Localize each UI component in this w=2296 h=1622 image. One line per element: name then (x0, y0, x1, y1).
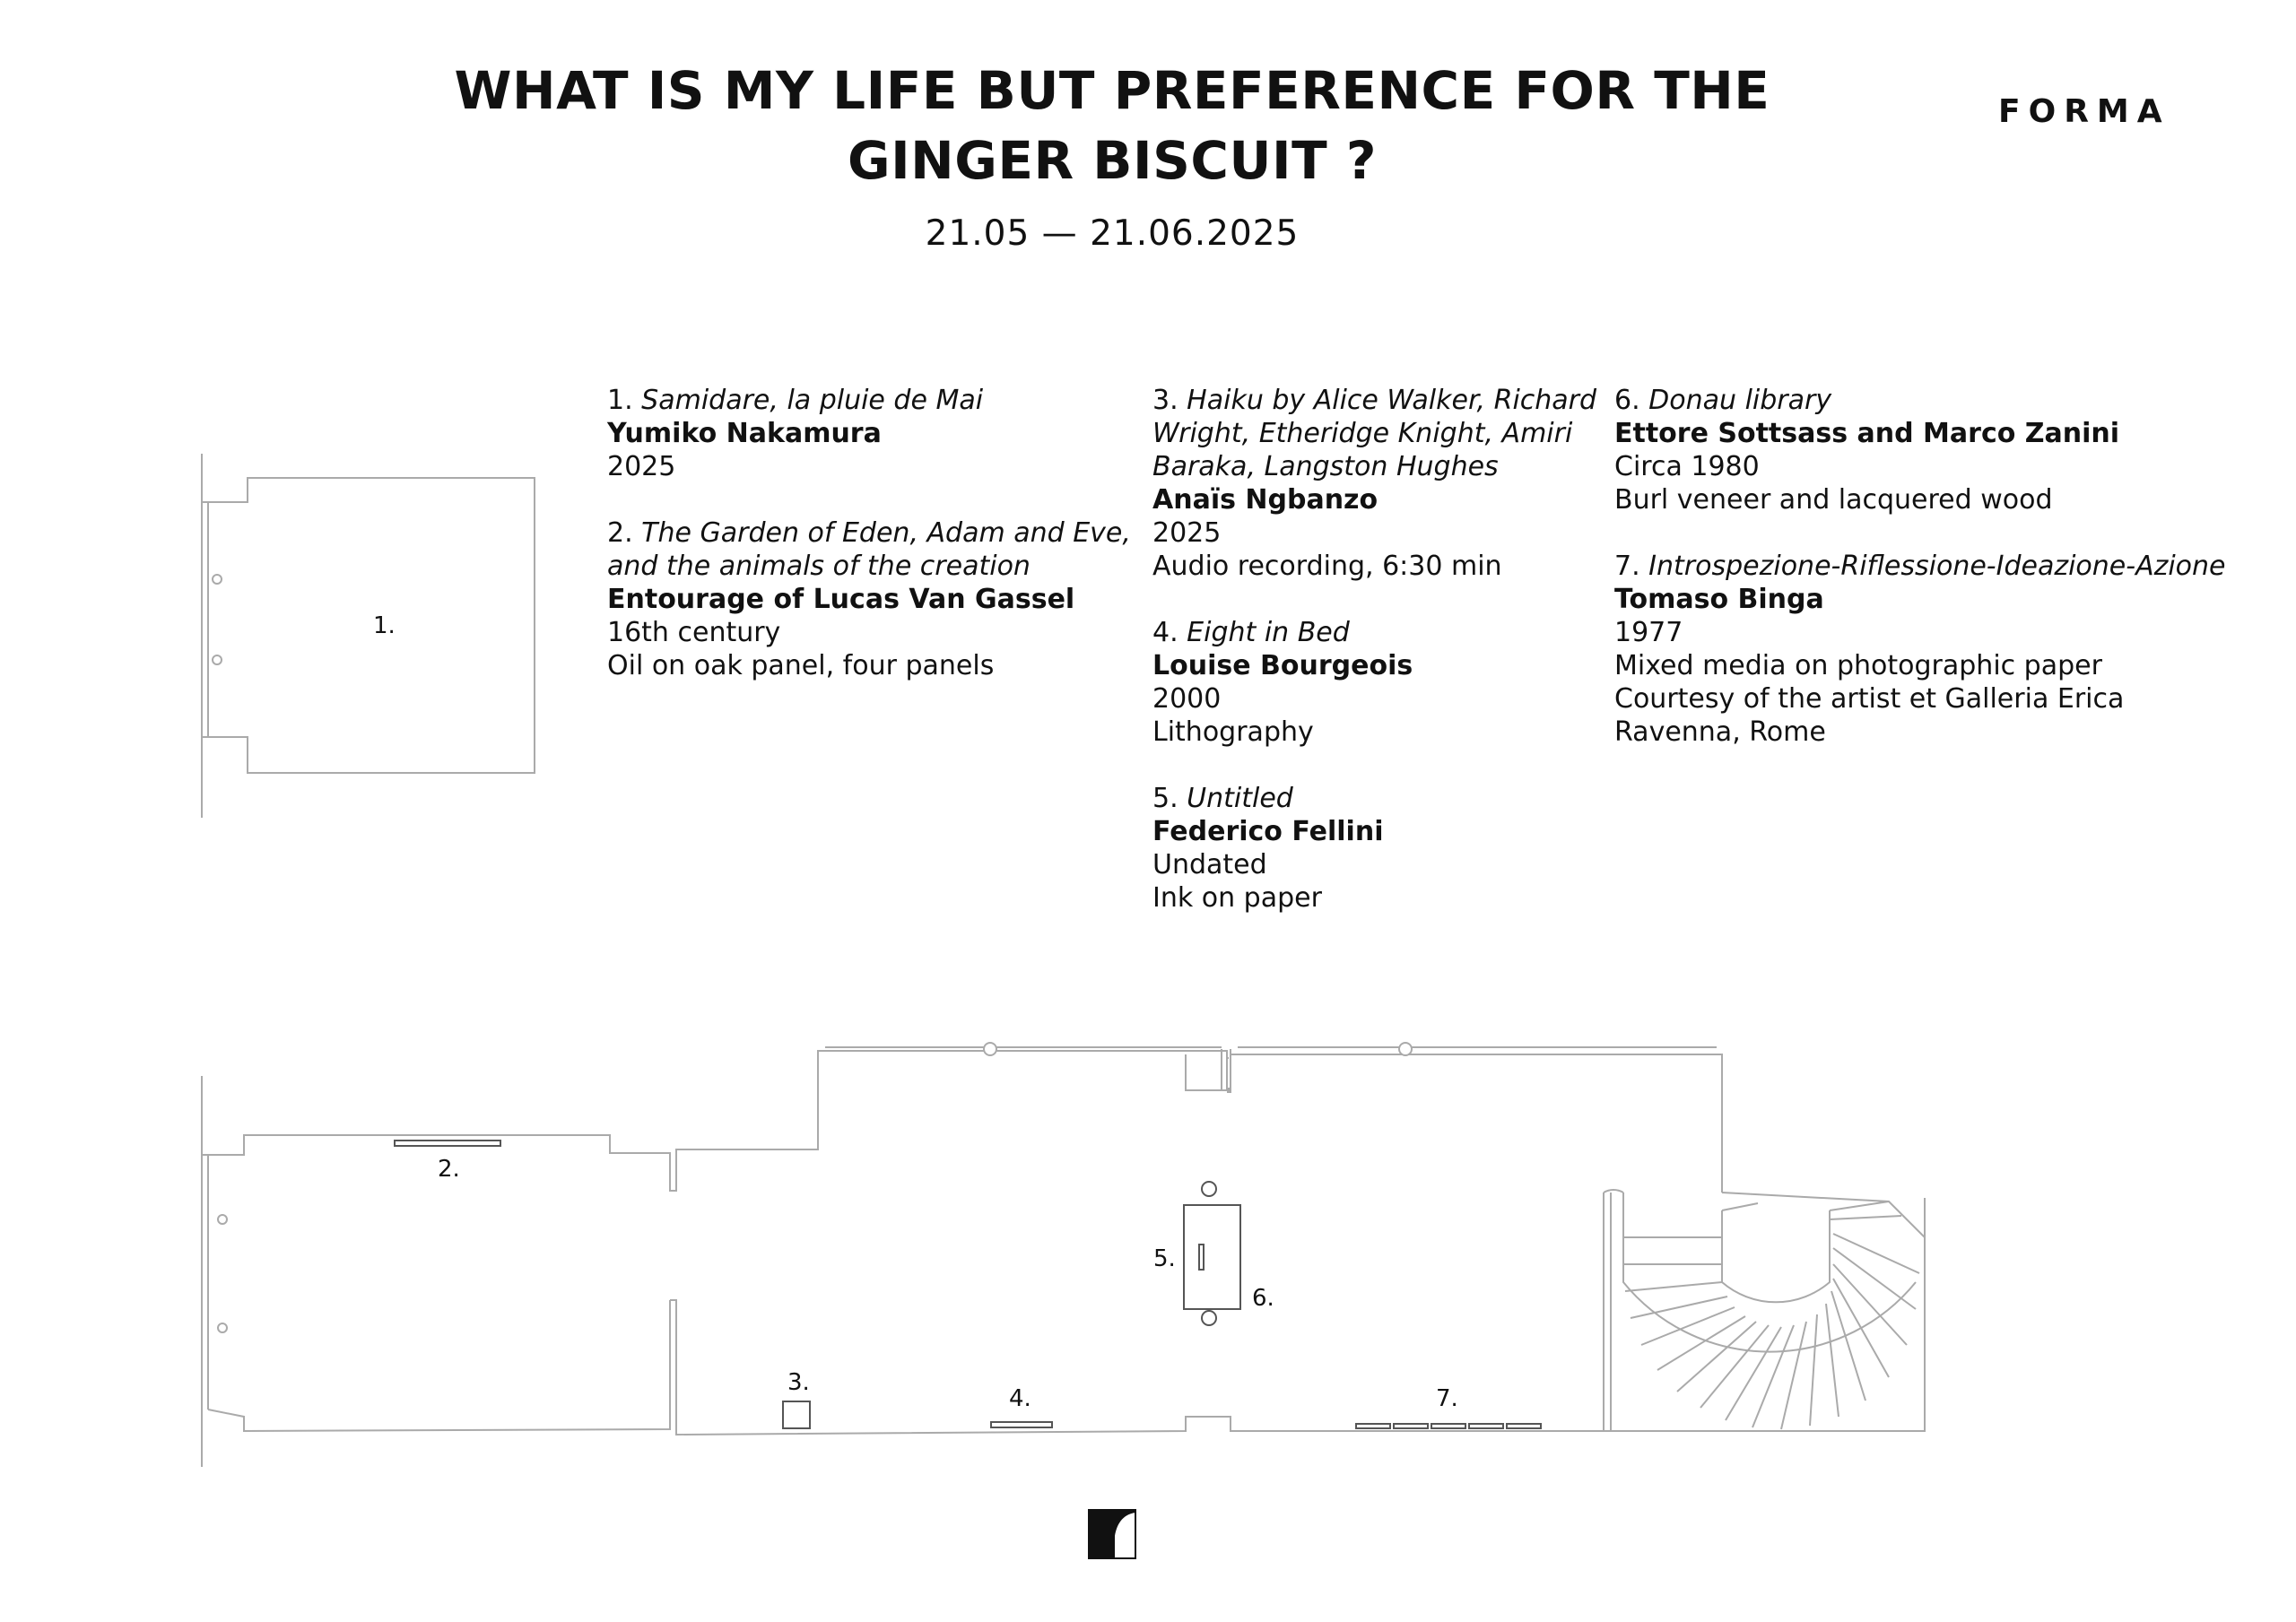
work-title: Introspezione-Riflessione-Ideazione-Azione (1648, 551, 2226, 582)
work-detail: Mixed media on photographic paper (1614, 650, 2102, 681)
work-detail: 2025 (1152, 517, 1222, 549)
work-detail: Undated (1152, 849, 1267, 880)
main-room-plan (202, 1049, 1231, 1467)
work-number: 4. (1152, 617, 1178, 648)
plan-label-1: 1. (373, 612, 396, 639)
work-detail: 16th century (607, 617, 781, 648)
work-number: 6. (1614, 385, 1640, 416)
work-title: Samidare, la pluie de Mai (641, 385, 984, 416)
title-line-2: GINGER BISCUIT ? (847, 130, 1377, 191)
small-room-plan (202, 454, 535, 818)
brand-wordmark: FORMA (1998, 93, 2170, 130)
work-number: 1. (607, 385, 633, 416)
work-title: Donau library (1648, 385, 1832, 416)
title-line-1: WHAT IS MY LIFE BUT PREFERENCE FOR THE (454, 60, 1770, 121)
spiral-staircase (1604, 1190, 1925, 1431)
work-detail: Courtesy of the artist et Galleria Erica (1614, 683, 2125, 715)
work-detail: Burl veneer and lacquered wood (1614, 484, 2053, 516)
work-number: 3. (1152, 385, 1178, 416)
work-title: Untitled (1187, 783, 1293, 814)
exhibition-dates: 21.05 — 21.06.2025 (925, 213, 1300, 254)
main-room-walls (208, 1043, 1925, 1435)
work-detail: 1977 (1614, 617, 1683, 648)
work-detail: 2025 (607, 451, 676, 482)
work-artist: Anaïs Ngbanzo (1152, 484, 1378, 516)
plan-label-3: 3. (787, 1369, 810, 1396)
plan-label-4: 4. (1009, 1385, 1031, 1412)
work-artist: Entourage of Lucas Van Gassel (607, 584, 1075, 615)
work-artist: Tomaso Binga (1614, 584, 1824, 615)
work-detail: Circa 1980 (1614, 451, 1760, 482)
work-detail: Lithography (1152, 716, 1314, 748)
plan-label-6: 6. (1252, 1285, 1274, 1312)
work-title: Haiku by Alice Walker, Richard (1187, 385, 1597, 416)
work-title-continued: and the animals of the creation (607, 551, 1031, 582)
work-artist: Louise Bourgeois (1152, 650, 1413, 681)
forma-logo-icon (1088, 1509, 1136, 1559)
work-detail: Audio recording, 6:30 min (1152, 551, 1502, 582)
plan-label-2: 2. (438, 1156, 460, 1183)
work-title-continued: Baraka, Langston Hughes (1152, 451, 1499, 482)
work-artist: Ettore Sottsass and Marco Zanini (1614, 418, 2120, 449)
work-title-continued: Wright, Etheridge Knight, Amiri (1152, 418, 1573, 449)
work-detail: Ravenna, Rome (1614, 716, 1826, 748)
work-detail: 2000 (1152, 683, 1222, 715)
plan-label-5: 5. (1153, 1245, 1176, 1272)
work-detail: Oil on oak panel, four panels (607, 650, 995, 681)
work-title: The Garden of Eden, Adam and Eve, (641, 517, 1131, 549)
work-detail: Ink on paper (1152, 882, 1322, 914)
work-number: 2. (607, 517, 633, 549)
work-title: Eight in Bed (1187, 617, 1350, 648)
work-artist: Federico Fellini (1152, 816, 1384, 847)
work-number: 5. (1152, 783, 1178, 814)
plan-label-7: 7. (1436, 1385, 1458, 1412)
work-artist: Yumiko Nakamura (607, 418, 882, 449)
work-number: 7. (1614, 551, 1640, 582)
artwork-markers (395, 1141, 1541, 1428)
